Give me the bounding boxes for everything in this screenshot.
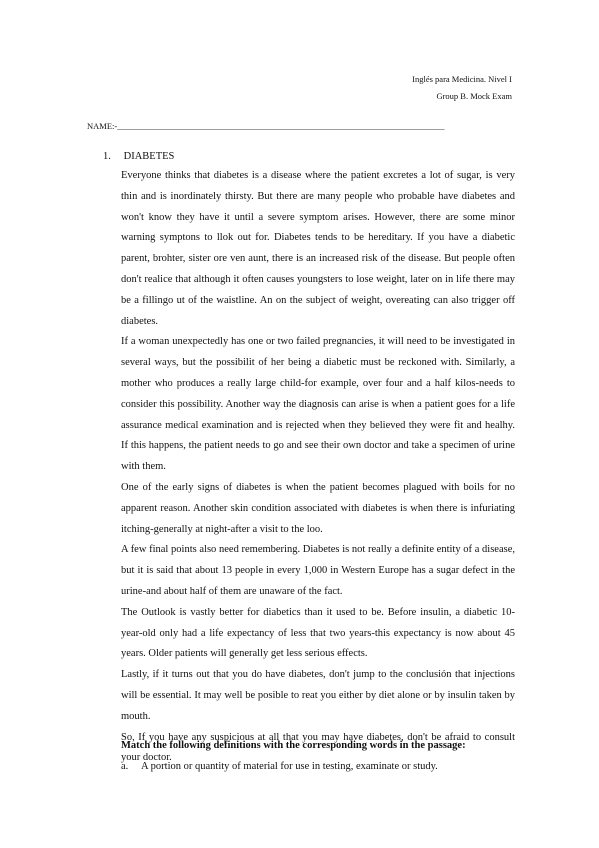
section-title: DIABETES xyxy=(123,151,175,162)
exam-title: Group B. Mock Exam xyxy=(436,91,512,101)
course-title: Inglés para Medicina. Nivel I xyxy=(412,74,512,84)
exercise-title: Match the following definitions with the corresponding words in the passage: xyxy=(121,740,466,751)
paragraph: One of the early signs of diabetes is when the patient becomes plagued with boils for no apparent reason. Another skin condition associated with diabetes is when there is infuriating itching-generally at night-after a visit to the loo. xyxy=(121,481,515,535)
section-heading xyxy=(103,151,174,162)
paragraph: The Outlook is vastly better for diabetics than it used to be. Before insulin, a diabetic 10-year-old only had a life expectancy of less that two years-this expectancy is now about 45 years. Older patients will generally get less serious effects. xyxy=(121,606,515,660)
paragraph: Everyone thinks that diabetes is a disease where the patient excretes a lot of sugar, is very thin and is inordinately thirsty. But there are many people who probable have diabetes and won't know they have it until a severe symptom arises. However, there are some minor warning symptons to llok out for. Diabetes tends to be hereditary. If you have a diabetic parent, brohter, sister ore ven aunt, there is an increased risk of the disease. But people often don't realice that although it often causes youngsters to lose weight, later on in life there may be a fillingo ut of the waistline. An on the subject of weight, overeating can also trigger off diabetes. xyxy=(121,170,515,327)
section-number: 1. xyxy=(103,151,111,162)
item-marker: a. xyxy=(121,761,129,772)
paragraph: If a woman unexpectedly has one or two failed pregnancies, it will need to be investigated in several ways, but the possibilit of her being a diabetic must be reckoned with. Similarly, a mother who produces a really large child-for example, over four and a half kilos-needs to consider this possibility. Another way the diagnosis can arise is when a patient goes for a life assurance medical examination and is rejected when they believed they were fit and healhy. If this happens, the patient needs to go and see their own doctor and take a specimen of urine with them. xyxy=(121,336,515,473)
passage xyxy=(121,166,515,769)
paragraph: Lastly, if it turns out that you do have diabetes, don't jump to the conclusión that injections will be essential. It may well be posible to reat you either by diet alone or by insulin taken by mouth. xyxy=(121,669,515,722)
paragraph: So, If you have any suspicious at all that you may have diabetes, don't be afraid to consult your doctor. xyxy=(121,731,515,764)
paragraph: A few final points also need remembering. Diabetes is not really a definite entity of a disease, but it is said that about 13 people in every 1,000 in Western Europe has a sugar defect in the urine-and about half of them are unaware of the fact. xyxy=(121,544,515,597)
exercise-item xyxy=(121,761,438,772)
document-header xyxy=(412,71,512,105)
name-field-line: NAME:-_____________________________________________________________________________ xyxy=(87,121,445,131)
item-text: A portion or quantity of material for use in testing, examinate or study. xyxy=(141,761,438,772)
